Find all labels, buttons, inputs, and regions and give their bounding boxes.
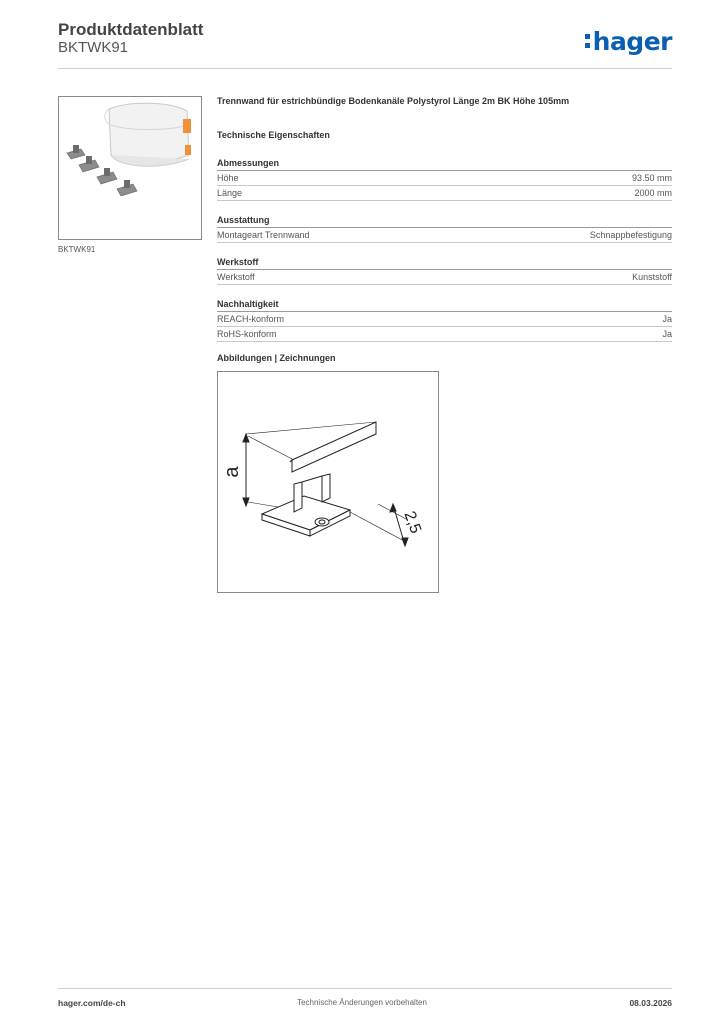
header-divider: [58, 68, 672, 69]
group-sustainability: [217, 299, 672, 342]
group-title: Ausstattung: [217, 215, 672, 228]
figures-heading: Abbildungen | Zeichnungen: [217, 353, 336, 363]
property-row: [217, 228, 672, 243]
logo-dots-icon: [585, 34, 590, 48]
property-value: Schnappbefestigung: [589, 230, 672, 240]
property-label: Montageart Trennwand: [217, 230, 310, 240]
property-value: 93.50 mm: [631, 173, 672, 183]
logo-text: hager: [592, 27, 672, 56]
footer-divider: [58, 988, 672, 989]
product-illustration: [59, 97, 201, 239]
property-row: [217, 186, 672, 201]
orange-tape: [183, 119, 191, 133]
property-label: RoHS-konform: [217, 329, 277, 339]
group-material: [217, 257, 672, 285]
drawing-svg: [218, 372, 438, 592]
product-description: Trennwand für estrichbündige Bodenkanäle Polystyrol Länge 2m BK Höhe 105mm: [217, 96, 570, 106]
footer-website-link[interactable]: hager.com/de-ch: [58, 998, 126, 1008]
property-label: Höhe: [217, 173, 239, 183]
footer-date: 08.03.2026: [629, 998, 672, 1008]
group-title: Nachhaltigkeit: [217, 299, 672, 312]
property-row: [217, 171, 672, 186]
product-details: [217, 96, 672, 356]
property-row: [217, 312, 672, 327]
dimension-label-a: a: [221, 466, 243, 478]
technical-drawing: [217, 371, 439, 593]
property-value: Ja: [662, 329, 672, 339]
property-label: Werkstoff: [217, 272, 255, 282]
group-title: Werkstoff: [217, 257, 672, 270]
group-title: Abmessungen: [217, 158, 672, 171]
article-number: BKTWK91: [58, 39, 129, 56]
product-image: [58, 96, 202, 240]
product-image-caption: BKTWK91: [58, 245, 96, 254]
property-value: Ja: [662, 314, 672, 324]
property-row: [217, 327, 672, 342]
hager-logo: [585, 27, 672, 56]
page-title: Produktdatenblatt: [58, 20, 204, 39]
property-value: 2000 mm: [634, 188, 672, 198]
dimension-label-thickness: 2,5: [400, 509, 425, 536]
section-heading-technical: Technische Eigenschaften: [217, 130, 330, 140]
group-dimensions: [217, 158, 672, 201]
property-label: REACH-konform: [217, 314, 285, 324]
group-equipment: [217, 215, 672, 243]
property-value: Kunststoff: [632, 272, 672, 282]
property-label: Länge: [217, 188, 243, 198]
property-row: [217, 270, 672, 285]
footer-notice: Technische Änderungen vorbehalten: [297, 998, 427, 1007]
